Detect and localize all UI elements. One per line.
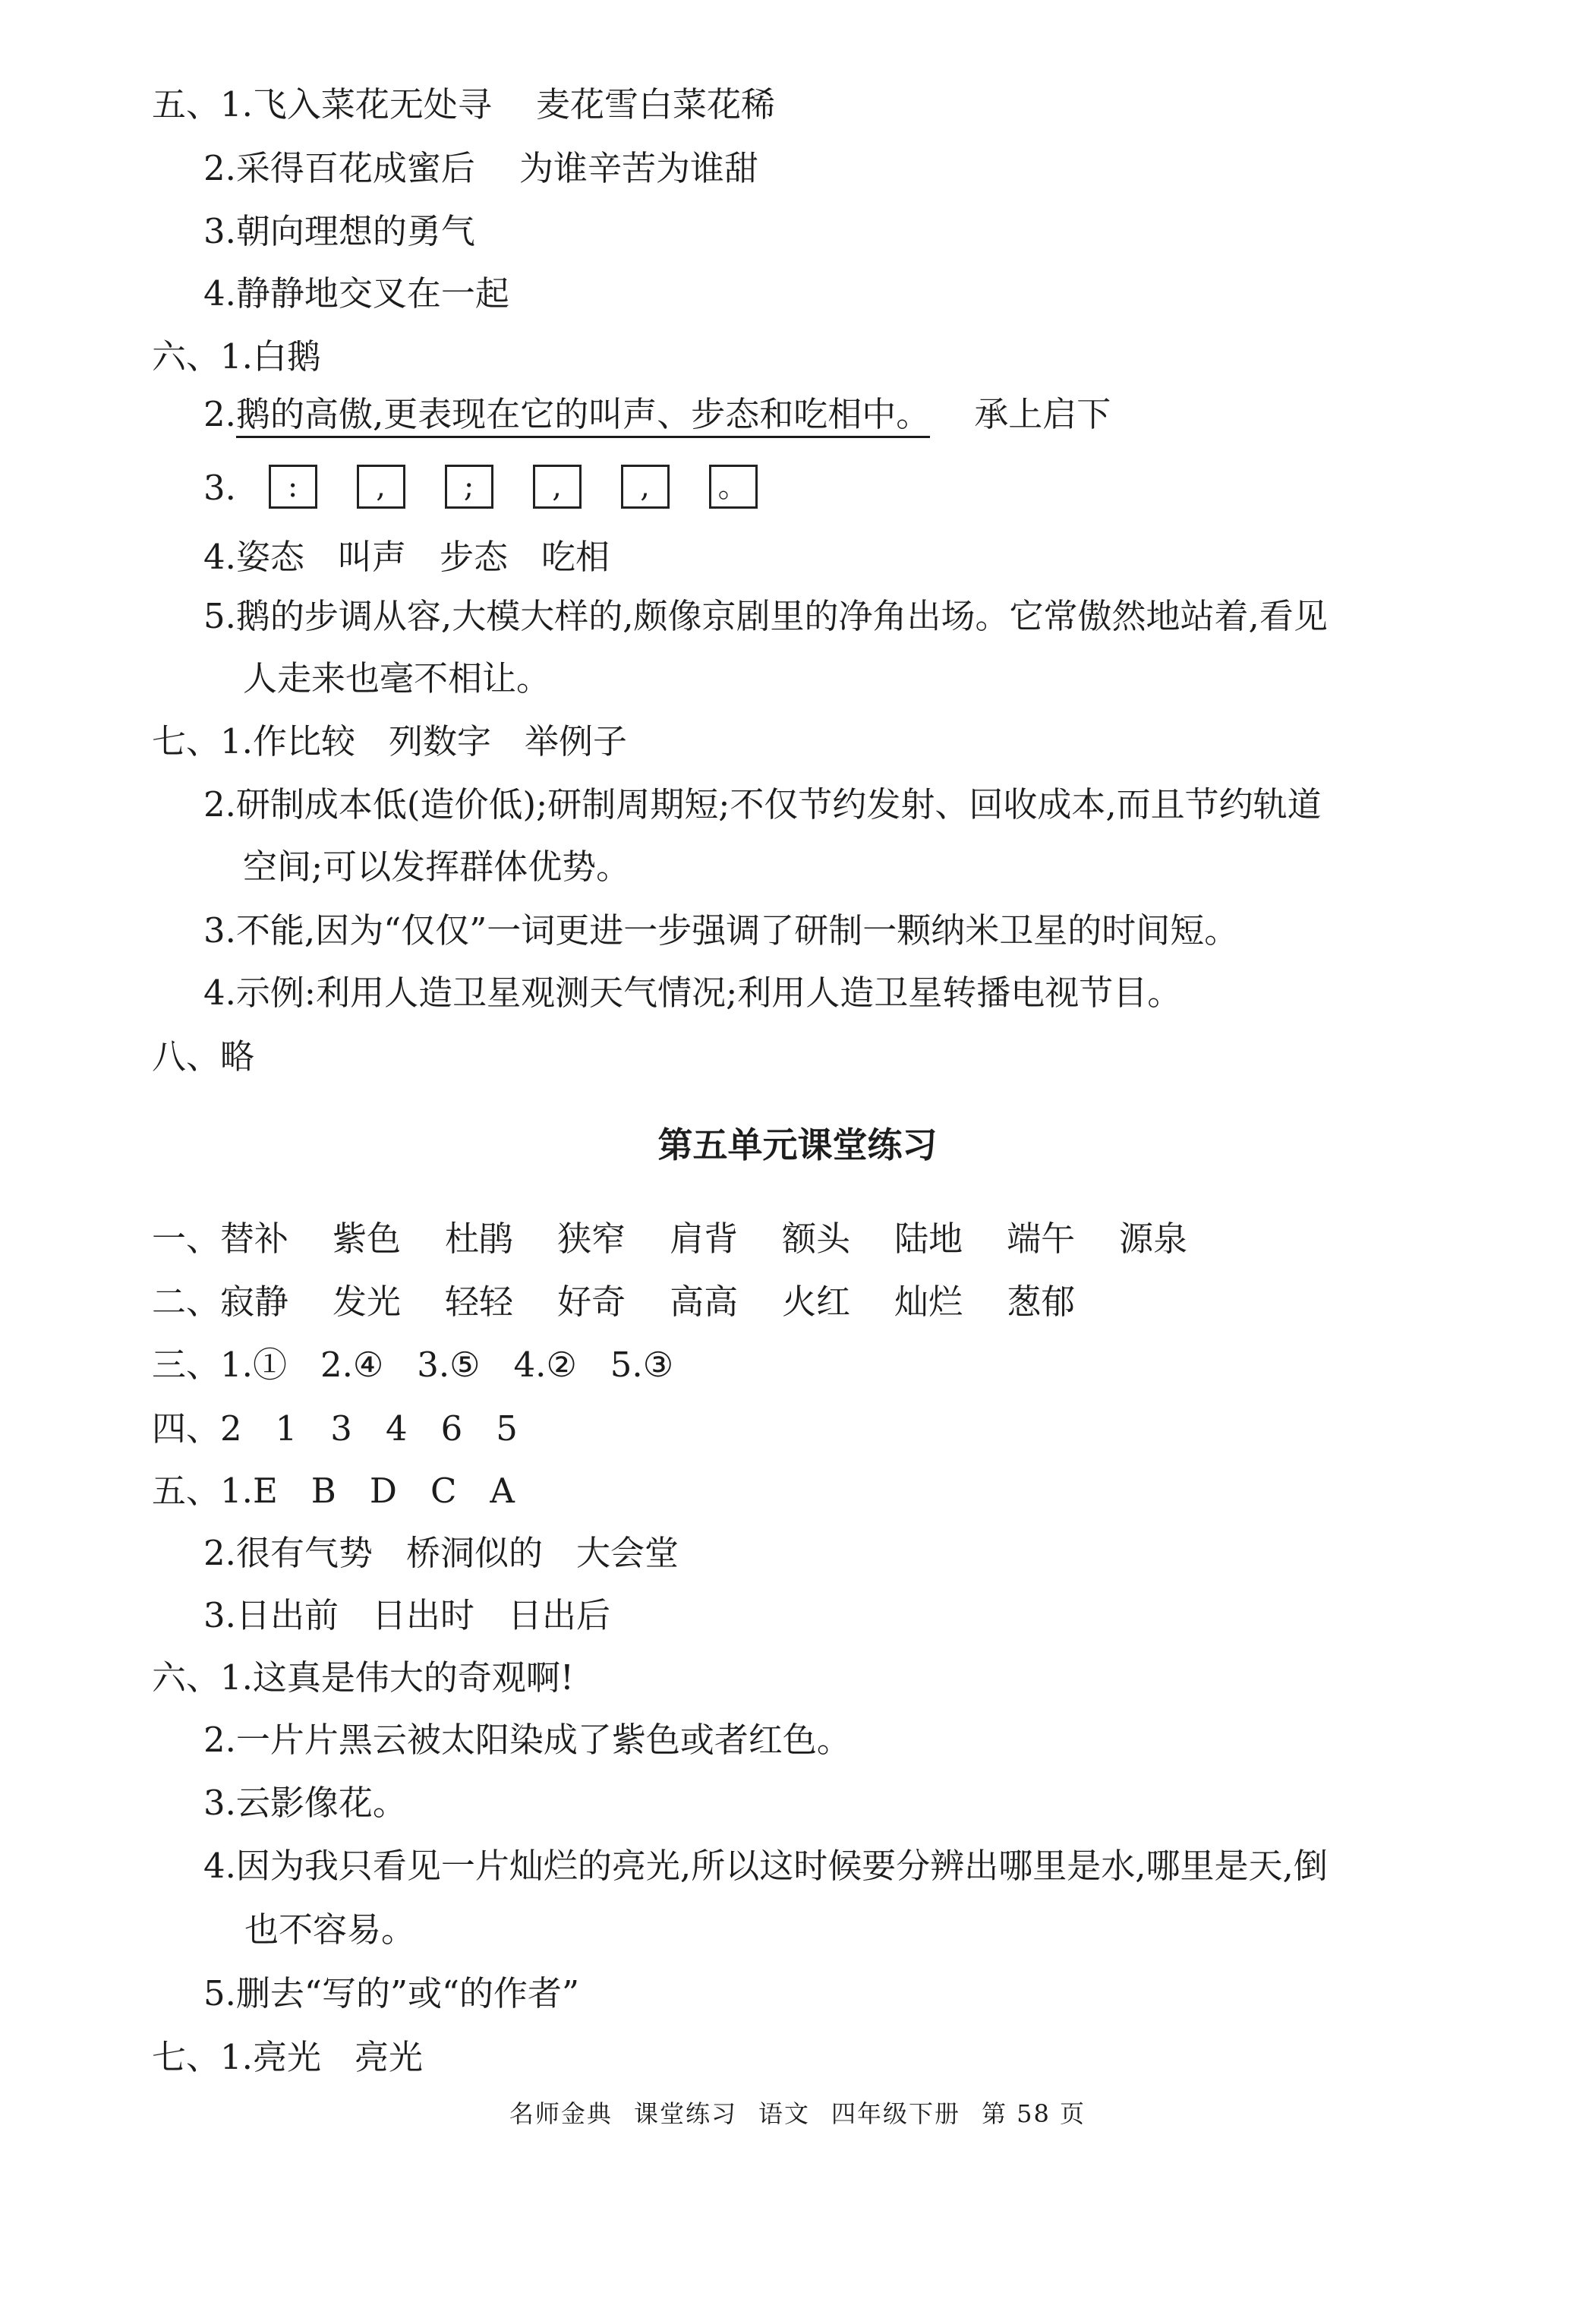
answer-number: 七、1. xyxy=(152,721,253,762)
answer-item: 6 xyxy=(440,1408,463,1449)
answer-number: 2. xyxy=(203,394,236,434)
answer-item: 1.① xyxy=(220,1345,287,1385)
answer-item: 4 xyxy=(385,1408,408,1449)
answer-word: 吃相 xyxy=(541,537,610,577)
punctuation-box: , xyxy=(533,465,582,509)
answer-prefix: 二、 xyxy=(152,1282,221,1322)
answer-line xyxy=(152,82,775,128)
answer-word: 替补 xyxy=(220,1219,289,1259)
answer-prefix: 三、 xyxy=(152,1345,221,1385)
answer-line xyxy=(203,1531,679,1576)
answer-word: 源泉 xyxy=(1119,1219,1188,1259)
answer-item: C xyxy=(430,1471,457,1511)
answer-word: 高高 xyxy=(670,1282,739,1322)
answer-line: 3.不能,因为“仅仅”一词更进一步强调了研制一颗纳米卫星的时间短。 xyxy=(203,910,1239,951)
unit-title: 第五单元课堂练习 xyxy=(657,1124,938,1165)
answer-line: 六、1.这真是伟大的奇观啊! xyxy=(152,1657,575,1698)
answer-line: 5.删去“写的”或“的作者” xyxy=(203,1973,579,2013)
answer-prefix: 一、 xyxy=(152,1219,221,1259)
answer-word: 陆地 xyxy=(894,1219,963,1259)
answer-prefix: 四、 xyxy=(152,1408,221,1449)
answer-line: 3.朝向理想的勇气 xyxy=(203,211,475,251)
underlined-sentence: 鹅的高傲,更表现在它的叫声、步态和吃相中。 xyxy=(236,394,930,438)
answer-word: 葱郁 xyxy=(1007,1282,1076,1322)
answer-item: 桥洞似的 xyxy=(405,1533,543,1573)
answer-line: 也不容易。 xyxy=(244,1909,416,1950)
punctuation-box: : xyxy=(269,465,317,509)
answer-line: 5.鹅的步调从容,大模大样的,颇像京剧里的净角出场。它常傲然地站着,看见 xyxy=(203,596,1328,636)
punctuation-box: 。 xyxy=(709,465,758,509)
answer-item: 4.② xyxy=(513,1345,577,1385)
answer-line xyxy=(152,2035,423,2080)
answer-number: 2. xyxy=(203,1533,236,1573)
footer-brand: 名师金典 xyxy=(509,2099,613,2128)
answer-line xyxy=(203,534,610,580)
punctuation-answer-line xyxy=(203,465,797,513)
answer-item: E xyxy=(252,1471,278,1511)
answer-line: 八、略 xyxy=(152,1036,255,1077)
answer-text: 承上启下 xyxy=(974,394,1111,434)
answer-number: 五、1. xyxy=(152,1471,253,1511)
answer-line: 空间;可以发挥群体优势。 xyxy=(243,847,631,887)
answer-line xyxy=(152,1468,515,1514)
answer-item: 3.⑤ xyxy=(417,1345,481,1385)
answer-item: 很有气势 xyxy=(235,1533,373,1573)
answer-item: 3 xyxy=(330,1408,352,1449)
answer-text: 麦花雪白菜花稀 xyxy=(535,84,775,125)
answer-line: 4.示例:利用人造卫星观测天气情况;利用人造卫星转播电视节目。 xyxy=(203,973,1182,1013)
answer-item: 亮光 xyxy=(354,2037,423,2077)
answer-word: 狭窄 xyxy=(557,1219,626,1259)
answer-line: 4.因为我只看见一片灿烂的亮光,所以这时候要分辨出哪里是水,哪里是天,倒 xyxy=(203,1846,1328,1886)
answer-text: 为谁辛苦为谁甜 xyxy=(519,148,758,188)
answer-word: 灿烂 xyxy=(894,1282,963,1322)
answer-word: 额头 xyxy=(782,1219,851,1259)
answer-item: A xyxy=(490,1471,515,1511)
answer-line: 六、1.白鹅 xyxy=(152,336,321,377)
answer-line xyxy=(203,1593,610,1638)
answer-number: 3. xyxy=(203,1595,236,1635)
answer-item: 日出时 xyxy=(371,1595,474,1635)
answer-word: 发光 xyxy=(333,1282,402,1322)
footer-grade: 四年级下册 xyxy=(831,2099,960,2128)
punctuation-box: ; xyxy=(445,465,493,509)
answer-text: 2.采得百花成蜜后 xyxy=(203,148,475,188)
answer-item: 1 xyxy=(275,1408,298,1449)
page-footer xyxy=(0,2097,1595,2130)
answer-line xyxy=(152,719,627,765)
answer-item: B xyxy=(310,1471,336,1511)
answer-word: 紫色 xyxy=(333,1219,402,1259)
answer-item: 大会堂 xyxy=(575,1533,679,1573)
answer-item: 5.③ xyxy=(610,1345,674,1385)
answer-item: 2 xyxy=(220,1408,242,1449)
answer-line: 2.一片片黑云被太阳染成了紫色或者红色。 xyxy=(203,1720,851,1760)
answer-item: 日出后 xyxy=(507,1595,610,1635)
answer-line xyxy=(152,1279,1075,1325)
answer-item: 日出前 xyxy=(235,1595,339,1635)
answer-line: 4.静静地交叉在一起 xyxy=(203,273,509,314)
answer-word: 轻轻 xyxy=(445,1282,514,1322)
answer-item: 2.④ xyxy=(320,1345,384,1385)
answer-word: 步态 xyxy=(439,537,508,577)
answer-number: 4. xyxy=(203,537,236,577)
punctuation-box: , xyxy=(357,465,405,509)
footer-subject: 语文 xyxy=(758,2099,810,2128)
answer-word: 好奇 xyxy=(557,1282,626,1322)
footer-series: 课堂练习 xyxy=(633,2099,737,2128)
page-number: 第 58 页 xyxy=(981,2099,1086,2128)
answer-word: 肩背 xyxy=(670,1219,739,1259)
answer-number: 3. xyxy=(203,468,236,508)
answer-word: 作比较 xyxy=(252,721,355,762)
answer-item: D xyxy=(369,1471,397,1511)
answer-word: 火红 xyxy=(782,1282,851,1322)
answer-word: 寂静 xyxy=(220,1282,289,1322)
answer-line xyxy=(203,146,758,191)
answer-word: 叫声 xyxy=(337,537,406,577)
answer-line: 人走来也毫不相让。 xyxy=(243,658,551,698)
answer-line xyxy=(152,1406,518,1452)
answer-word: 杜鹃 xyxy=(445,1219,514,1259)
answer-line: 3.云影像花。 xyxy=(203,1783,407,1823)
answer-number: 七、1. xyxy=(152,2037,253,2077)
answer-item: 亮光 xyxy=(252,2037,321,2077)
answer-line xyxy=(203,392,1111,437)
answer-line xyxy=(152,1216,1187,1262)
answer-item: 5 xyxy=(496,1408,518,1449)
answer-line xyxy=(152,1342,673,1388)
answer-text: 五、1.飞入菜花无处寻 xyxy=(152,84,492,125)
answer-word: 举例子 xyxy=(524,721,627,762)
answer-word: 端午 xyxy=(1007,1219,1076,1259)
answer-line: 2.研制成本低(造价低);研制周期短;不仅节约发射、回收成本,而且节约轨道 xyxy=(203,784,1322,825)
answer-word: 姿态 xyxy=(235,537,304,577)
punctuation-box: , xyxy=(621,465,670,509)
answer-word: 列数字 xyxy=(388,721,491,762)
